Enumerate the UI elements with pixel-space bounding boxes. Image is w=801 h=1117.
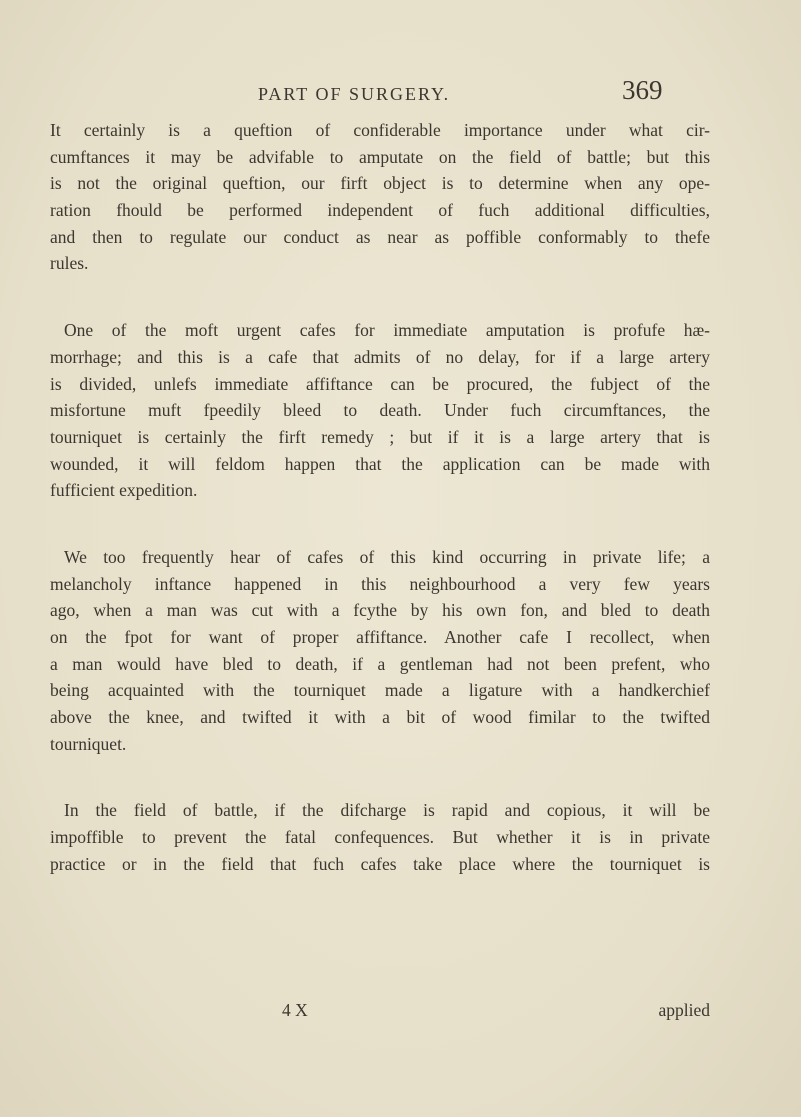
text-line: It certainly is a queftion of confiderable importance under what cir- [50,120,710,140]
text-line: a man would have bled to death, if a gentleman had not been prefent, who [50,653,710,674]
text-line: We too frequently hear of cafes of this kind occurring in private life; a [64,546,710,567]
text-line: being acquainted with the tourniquet made a ligature with a handkerchief [50,680,710,701]
text-line: cumftances it may be advifable to amputate on the field of battle; but this [50,146,710,167]
paragraph [50,797,710,877]
text-line: wounded, it will feldom happen that the application can be made with [50,453,710,474]
running-head: PART OF SURGERY. [258,84,451,104]
text-line: One of the moft urgent cafes for immediate amputation is profufe hæ- [64,320,710,341]
text-line: is divided, unlefs immediate affiftance can be procured, the fubject of the [50,373,710,394]
text-line: above the knee, and twifted it with a bit of wood fimilar to the twifted [50,707,710,728]
text-line: morrhage; and this is a cafe that admits of no delay, for if a large artery [50,346,710,367]
text-line: tourniquet is certainly the firft remedy ; but if it is a large artery that is [50,426,710,447]
text-line: melancholy inftance happened in this neighbourhood a very few years [50,573,710,594]
text-line: and then to regulate our conduct as near as poffible conformably to thefe [50,226,710,247]
text-line: misfortune muft fpeedily bleed to death. Under fuch circumftances, the [50,400,710,421]
text-line: ago, when a man was cut with a fcythe by his own fon, and bled to death [50,600,710,621]
text-line: impoffible to prevent the fatal confequences. But whether it is in private [50,827,710,848]
text-line: is not the original queftion, our firft object is to determine when any ope- [50,173,710,194]
catchword: applied [658,1000,710,1020]
text-line: fufficient expedition. [50,480,198,501]
text-line: ration fhould be performed independent of fuch additional difficulties, [50,200,710,221]
text-line: on the fpot for want of proper affiftance. Another cafe I recollect, when [50,627,710,647]
paragraph [50,317,710,504]
text-line: tourniquet. [50,733,127,754]
signature-mark: 4 X [282,1000,308,1020]
body-text [50,117,710,878]
page-number: 369 [622,75,663,105]
page-footer [50,1000,710,1026]
text-line: practice or in the field that fuch cafes take place where the tourniquet is [50,853,710,874]
text-line: In the field of battle, if the difcharge is rapid and copious, it will be [64,800,710,821]
text-line: rules. [50,253,89,274]
paragraph [50,544,710,758]
paragraph [50,117,710,277]
